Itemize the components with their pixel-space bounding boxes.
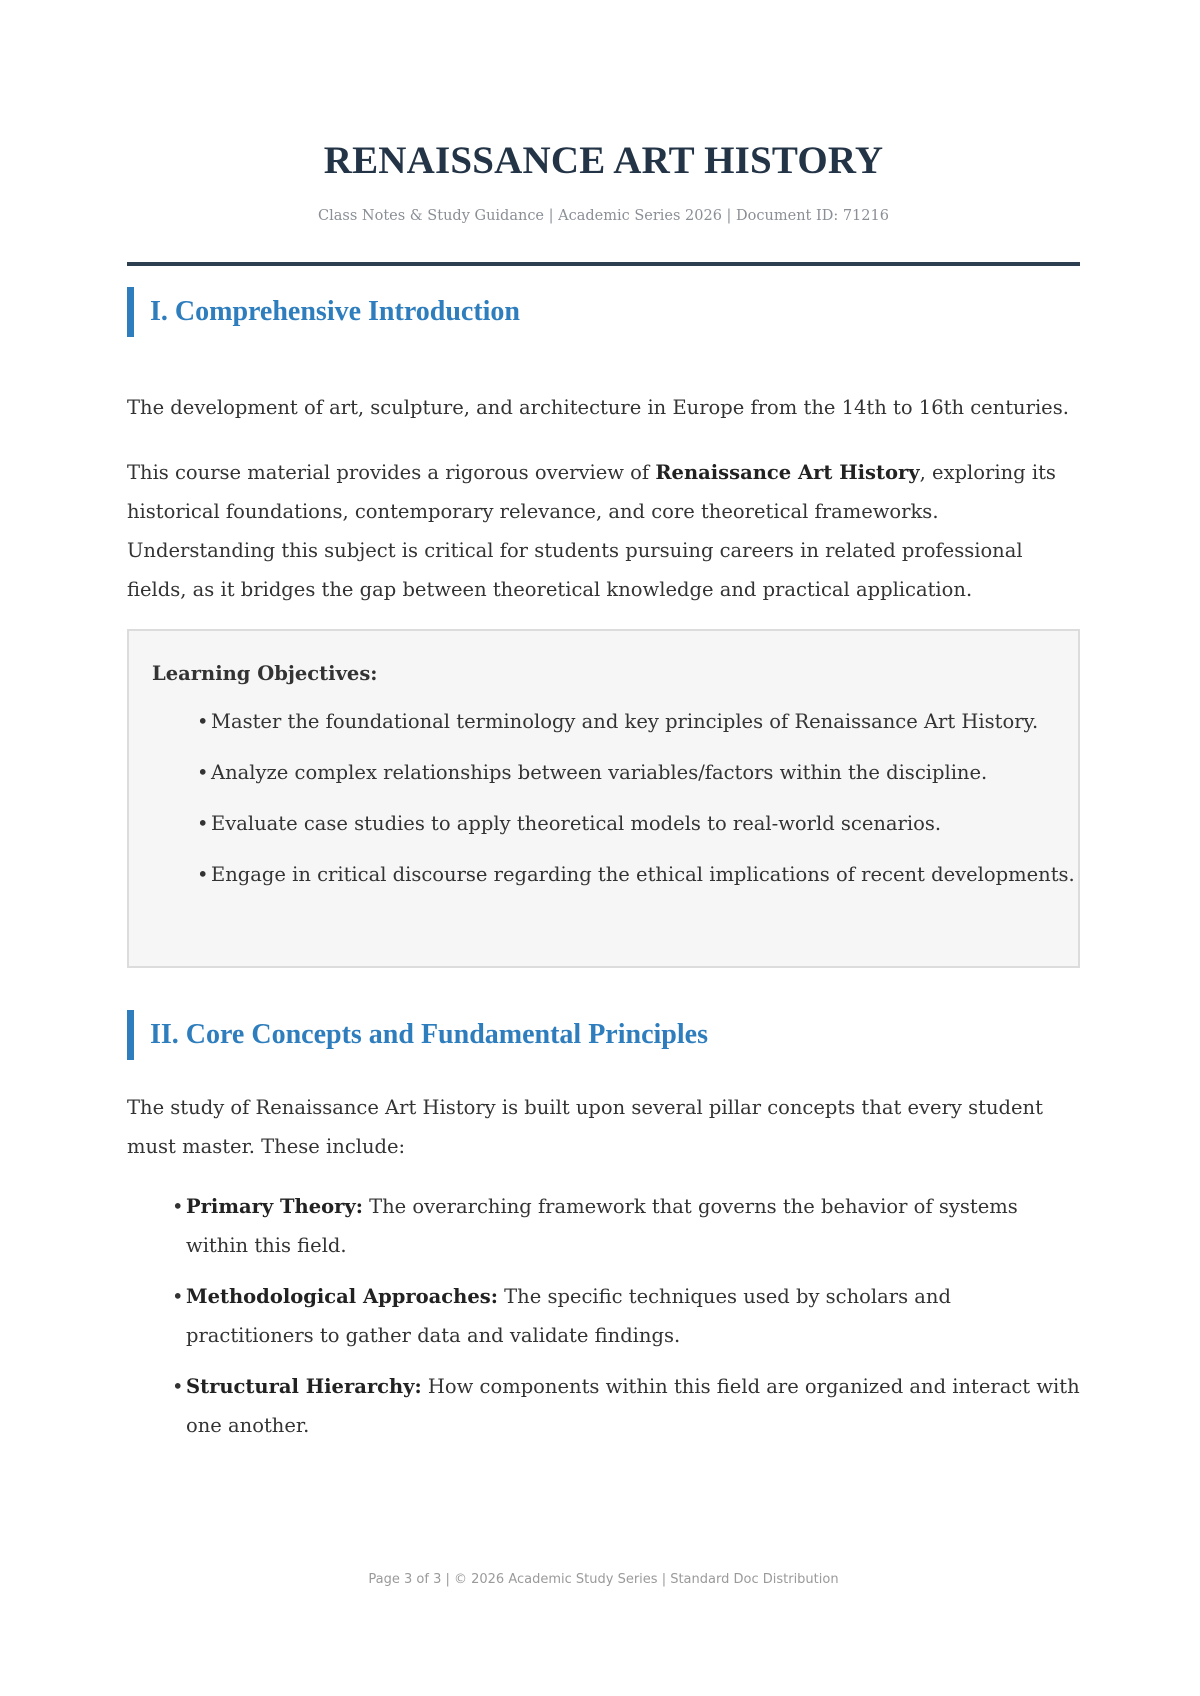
section-accent-bar [127,287,134,337]
bullet-icon: • [197,812,209,835]
section-1-heading [127,287,1080,337]
bullet-icon: • [172,1375,184,1398]
bullet-icon: • [197,761,209,784]
concept-description: The specific techniques used by scholars and practitioners to gather data and validate findings. [186,1285,951,1347]
concept-term: Structural Hierarchy: [186,1375,422,1398]
concept-term: Primary Theory: [186,1195,363,1218]
section-2-title: II. Core Concepts and Fundamental Principles [150,1019,708,1050]
section-2-heading [127,1010,1080,1060]
list-item [172,1277,1080,1355]
concept-description: The overarching framework that governs the behavior of systems within this field. [186,1195,1018,1257]
learning-objectives-box [127,629,1080,968]
list-item [197,709,1075,760]
list-item [197,811,1075,862]
bullet-icon: • [172,1195,184,1218]
list-item [197,862,1075,913]
body-text-end: , exploring its historical foundations, contemporary relevance, and core theoretical frameworks. Understanding this subject is critical for students pursuing careers in related professional fields, as it bridges the gap between theoretical knowledge and practical application. [127,461,1056,601]
document-title: RENAISSANCE ART HISTORY [323,139,884,182]
body-text-start: This course material provides a rigorous overview of [127,461,656,484]
objective-text: Evaluate case studies to apply theoretical models to real-world scenarios. [211,812,942,835]
objective-text: Master the foundational terminology and key principles of Renaissance Art History. [211,710,1039,733]
body-subject-emphasis: Renaissance Art History [655,461,920,484]
concept-term: Methodological Approaches: [186,1285,498,1308]
learning-objectives-title: Learning Objectives: [152,662,378,685]
concept-description: How components within this field are organized and interact with one another. [186,1375,1080,1437]
bullet-icon: • [197,863,209,886]
core-concepts-list [172,1187,1080,1457]
document-meta: Class Notes & Study Guidance | Academic Series 2026 | Document ID: 71216 [318,208,889,224]
header-divider [127,262,1080,266]
section-accent-bar [127,1010,134,1060]
section-2-intro: The study of Renaissance Art History is built upon several pillar concepts that every student must master. These include: [127,1096,1043,1158]
bullet-icon: • [197,710,209,733]
list-item [172,1187,1080,1265]
bullet-icon: • [172,1285,184,1308]
section-1-lead: The development of art, sculpture, and architecture in Europe from the 14th to 16th centuries. [127,396,1069,419]
page-footer: Page 3 of 3 | © 2026 Academic Study Series | Standard Doc Distribution [368,1572,839,1587]
learning-objectives-list [197,709,1075,913]
list-item [197,760,1075,811]
objective-text: Engage in critical discourse regarding the ethical implications of recent developments. [211,863,1075,886]
section-1-title: I. Comprehensive Introduction [150,296,521,327]
objective-text: Analyze complex relationships between variables/factors within the discipline. [211,761,988,784]
list-item [172,1367,1080,1445]
section-1-body [127,453,1080,609]
